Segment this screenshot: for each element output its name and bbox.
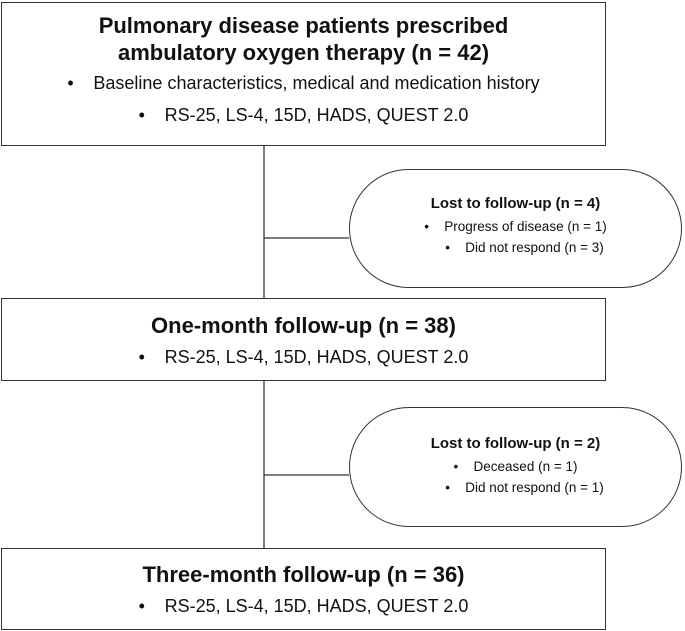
lost-item-text: Progress of disease (n = 1) [444,219,607,234]
lost-to-follow-up-box-2 [349,407,682,527]
enrollment-item-text: Baseline characteristics, medical and medication history [93,73,540,93]
bullet-icon: • [445,240,450,255]
lost-to-follow-up-box-1 [349,169,682,288]
enrollment-title-line-1: Pulmonary disease patients prescribed [98,13,509,38]
lost-item [350,216,681,237]
three-month-item [2,595,605,617]
lost-title: Lost to follow-up (n = 2) [430,435,601,452]
one-month-title: One-month follow-up (n = 38) [151,313,456,338]
enrollment-item [2,104,605,126]
lost-item [350,456,681,477]
one-month-box [1,298,606,381]
lost-item-text: Deceased (n = 1) [473,459,578,474]
bullet-icon: • [445,480,450,495]
lost-item-text: Did not respond (n = 3) [465,240,604,255]
enrollment-title-line-2: ambulatory oxygen therapy (n = 42) [117,40,490,65]
enrollment-item-text: RS-25, LS-4, 15D, HADS, QUEST 2.0 [164,105,469,125]
lost-item [350,477,681,498]
three-month-box [1,548,606,630]
bullet-icon: • [138,347,145,367]
bullet-icon: • [138,105,145,125]
lost-item-text: Did not respond (n = 1) [465,480,604,495]
bullet-icon: • [424,219,429,234]
three-month-item-text: RS-25, LS-4, 15D, HADS, QUEST 2.0 [164,596,469,616]
bullet-icon: • [67,73,74,93]
enrollment-item [2,72,605,94]
one-month-item-text: RS-25, LS-4, 15D, HADS, QUEST 2.0 [164,347,469,367]
enrollment-box [1,2,606,146]
lost-title: Lost to follow-up (n = 4) [430,195,601,212]
three-month-title: Three-month follow-up (n = 36) [142,562,465,587]
lost-item [350,237,681,258]
one-month-item [2,346,605,368]
bullet-icon: • [453,459,459,474]
bullet-icon: • [138,596,145,616]
